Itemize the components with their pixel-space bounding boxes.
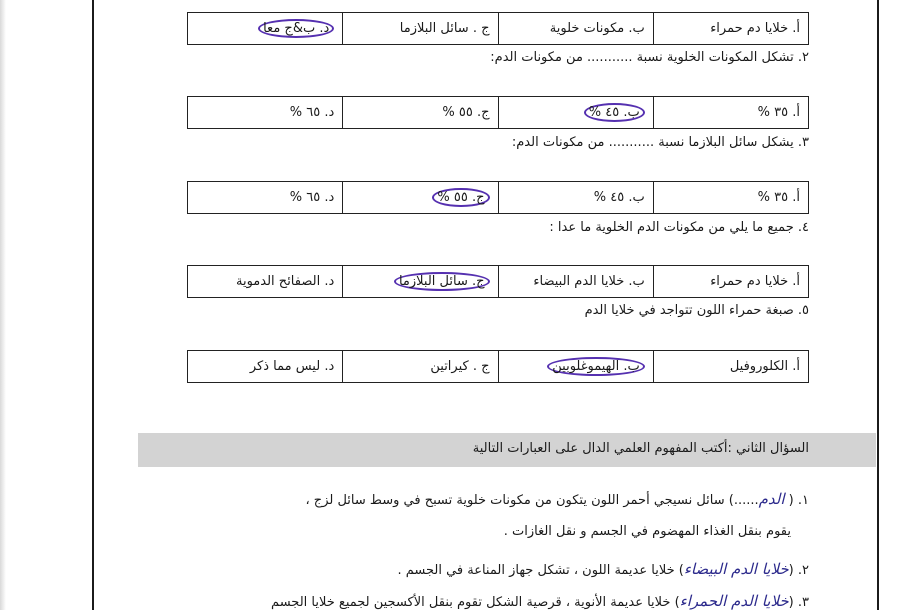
q2-option-d[interactable]: د. ٦٥ % [188,97,343,129]
s2-item-2-answer[interactable]: خلايا الدم البيضاء [683,560,789,578]
q2-option-b-label: ب. ٤٥ % [584,103,645,122]
page-border-right [877,0,879,610]
q3-option-c-label: ج. ٥٥ % [432,188,489,207]
q5-options-table [187,350,809,383]
q2-text: ٢. تشكل المكونات الخلوية نسبة ........... من مكونات الدم: [490,50,809,65]
q4-option-a[interactable]: أ. خلايا دم حمراء [653,266,808,298]
s2-item-3-text: ) خلايا عديمة الأنوية ، قرصية الشكل تقوم بنقل الأكسجين لجميع خلايا الجسم [271,595,680,610]
q4-option-c[interactable] [343,266,498,298]
q5-text: ٥. صبغة حمراء اللون تتواجد في خلايا الدم [584,303,809,318]
q4-option-d[interactable]: د. الصفائح الدموية [188,266,343,298]
section2-title: السؤال الثاني :أكتب المفهوم العلمي الدال على العبارات التالية [472,441,809,456]
q3-option-d[interactable]: د. ٦٥ % [188,182,343,214]
q4-option-c-label: ج. سائل البلازما [394,272,490,291]
s2-item-1-cont: يقوم بنقل الغذاء المهضوم في الجسم و نقل الغازات . [503,524,791,539]
q1-options-table [187,12,809,45]
scan-edge [0,0,6,610]
s2-item-3-prefix: ٣. ( [788,595,809,610]
q3-option-c[interactable] [343,182,498,214]
q1-option-d[interactable] [188,13,343,45]
q2-options-table [187,96,809,129]
q1-option-a[interactable]: أ. خلايا دم حمراء [653,13,808,45]
q4-text: ٤. جميع ما يلي من مكونات الدم الخلوية ما عدا : [549,220,809,235]
q1-option-d-label: د. ب&ج معا [258,19,334,38]
q3-options-table [187,181,809,214]
q5-option-b[interactable] [498,351,653,383]
q5-option-d[interactable]: د. ليس مما ذكر [188,351,343,383]
q5-option-b-label: ب. الهيموغلوبين [547,357,644,376]
s2-item-2 [397,560,809,578]
q2-option-b[interactable] [498,97,653,129]
s2-item-3-answer[interactable]: خلايا الدم الحمراء [679,592,789,610]
q1-option-b[interactable]: ب. مكونات خلوية [498,13,653,45]
q3-option-a[interactable]: أ. ٣٥ % [653,182,808,214]
q5-option-c[interactable]: ج . كيراتين [343,351,498,383]
s2-item-2-text: ) خلايا عديمة اللون ، تشكل جهاز المناعة في الجسم . [397,563,684,578]
q5-option-a[interactable]: أ. الكلوروفيل [653,351,808,383]
s2-item-1-prefix: ١. ( [784,493,809,508]
q4-option-b[interactable]: ب. خلايا الدم البيضاء [498,266,653,298]
s2-item-2-prefix: ٢. ( [788,563,809,578]
page-border-left [92,0,94,610]
q3-text: ٣. يشكل سائل البلازما نسبة ........... من مكونات الدم: [511,135,809,150]
q2-option-c[interactable]: ج. ٥٥ % [343,97,498,129]
s2-item-1-text: ......) سائل نسيجي أحمر اللون يتكون من مكونات خلوية تسبح في وسط سائل لزج ، [305,493,759,508]
s2-item-1-answer[interactable]: الدم [758,490,785,508]
q1-option-c[interactable]: ج . سائل البلازما [343,13,498,45]
s2-item-1 [305,490,809,508]
q4-options-table [187,265,809,298]
s2-item-3 [271,592,809,610]
q3-option-b[interactable]: ب. ٤٥ % [498,182,653,214]
q2-option-a[interactable]: أ. ٣٥ % [653,97,808,129]
